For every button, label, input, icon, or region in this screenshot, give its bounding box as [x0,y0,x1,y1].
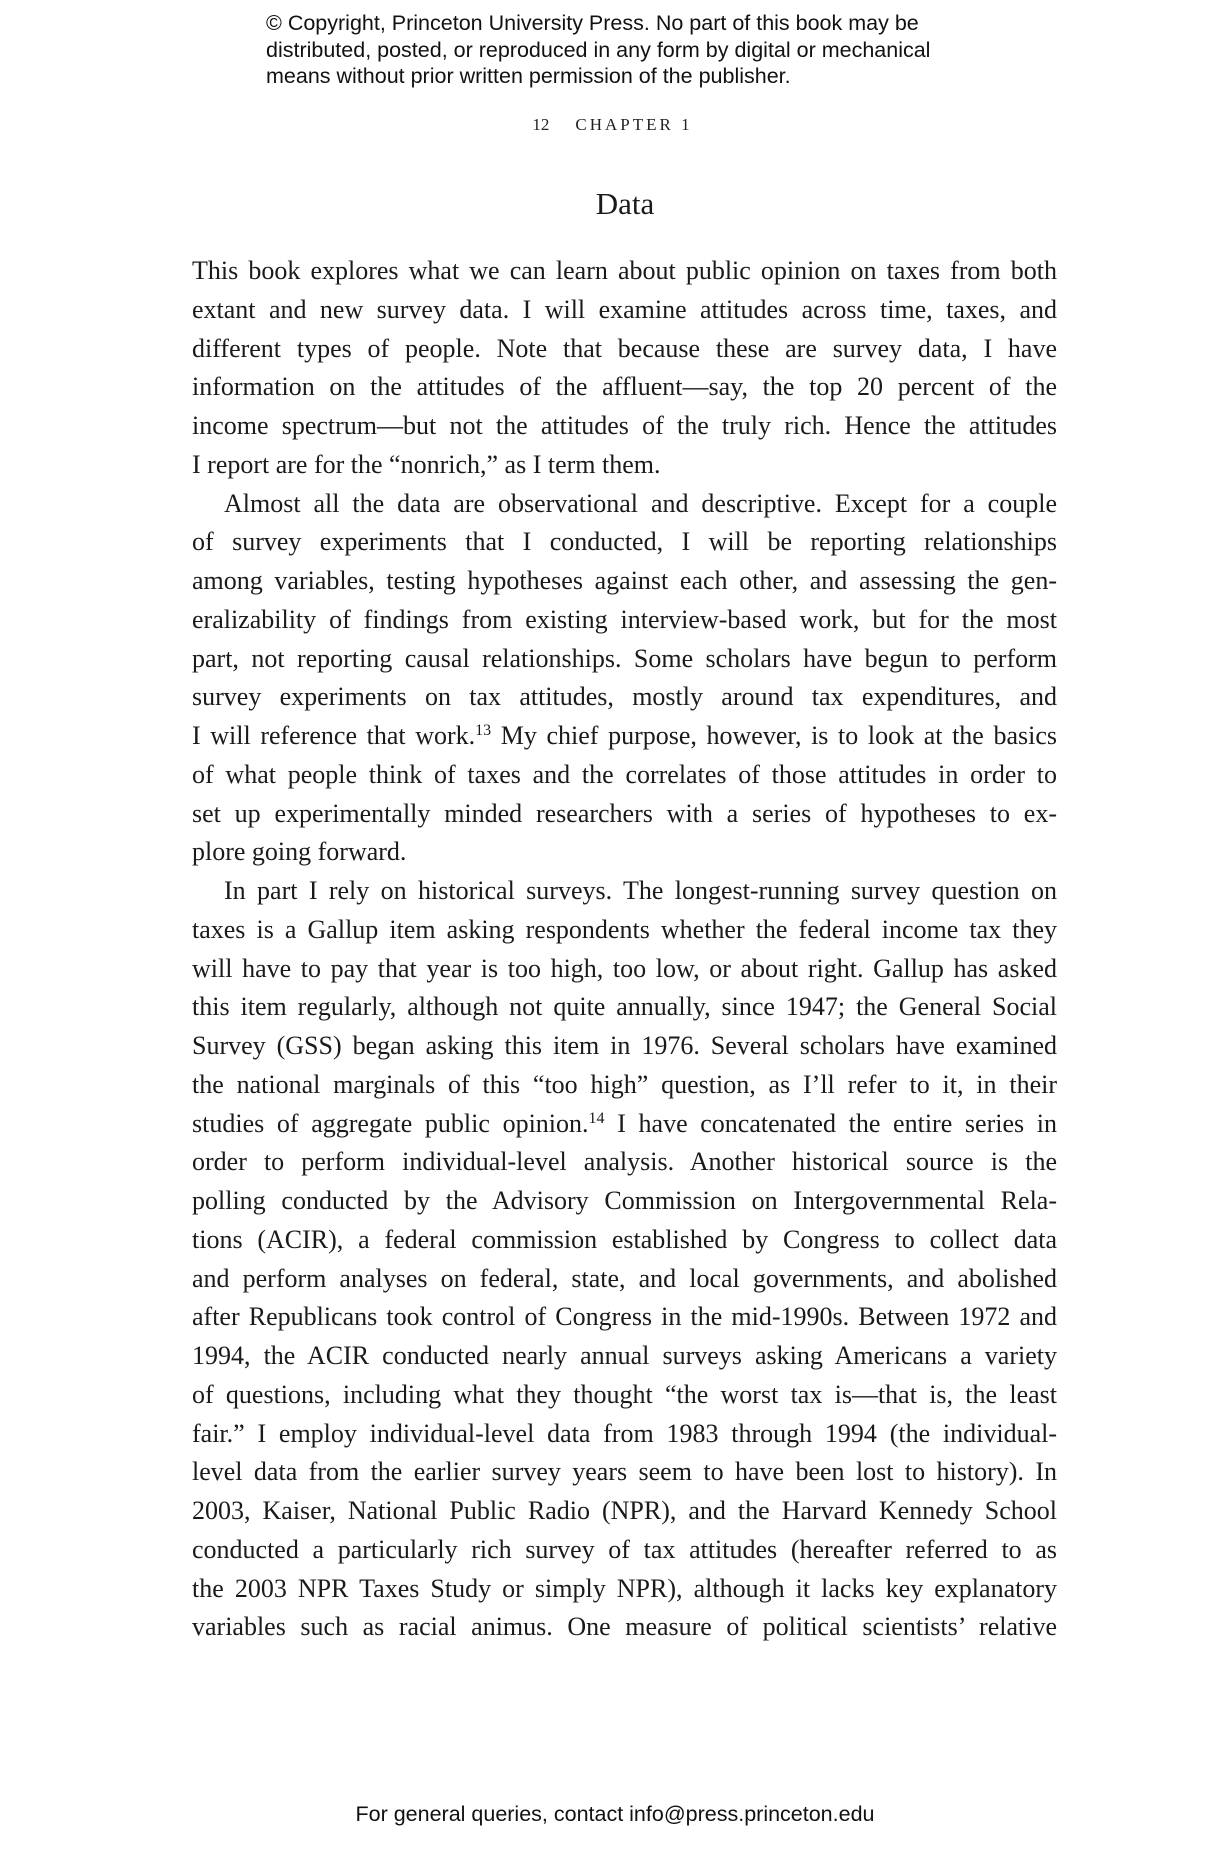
text-line-with-footnote [192,717,1057,756]
text-line: eralizability of findings from existing interview-based work, but for the most [192,604,1057,634]
copyright-line: distributed, posted, or reproduced in any form by digital or mechanical [266,37,931,62]
body-text [192,252,1057,1647]
text-line: the 2003 NPR Taxes Study or simply NPR), although it lacks key explanatory [192,1573,1057,1603]
section-title: Data [595,186,655,221]
text-line: In part I rely on historical surveys. The longest-running survey question on [224,876,1057,905]
text-line: the national marginals of this “too high” question, as I’ll refer to it, in their [192,1069,1057,1099]
footnote-ref-13[interactable]: 13 [475,722,492,739]
text-line: will have to pay that year is too high, too low, or about right. Gallup has asked [192,953,1057,983]
text-line: level data from the earlier survey years seem to have been lost to history). In [192,1457,1057,1487]
text-line: Survey (GSS) began asking this item in 1976. Several scholars have examined [192,1031,1057,1060]
text-line: income spectrum—but not the attitudes of the truly rich. Hence the attitudes [192,411,1057,440]
text-line: 2003, Kaiser, National Public Radio (NPR), and the Harvard Kennedy School [192,1496,1057,1525]
text-segment: My chief purpose, however, is to look at the basics [491,721,1057,750]
text-line: of what people think of taxes and the correlates of those attitudes in order to [192,759,1057,789]
text-line: and perform analyses on federal, state, and local governments, and abolished [192,1263,1057,1293]
text-line: plore going forward. [192,837,407,867]
text-line: set up experimentally minded researchers with a series of hypotheses to ex- [192,798,1057,828]
text-line: Almost all the data are observational and descriptive. Except for a couple [224,488,1057,518]
page-number: 12 [532,115,550,134]
paragraph [192,872,1057,1647]
text-segment: I have concatenated the entire series in [604,1108,1058,1138]
text-line: This book explores what we can learn about public opinion on taxes from both [192,256,1057,285]
text-line: taxes is a Gallup item asking respondents whether the federal income tax they [192,914,1057,944]
text-line: tions (ACIR), a federal commission established by Congress to collect data [192,1224,1057,1254]
text-line: after Republicans took control of Congress in the mid-1990s. Between 1972 and [192,1302,1057,1332]
text-line: polling conducted by the Advisory Commission on Intergovernmental Rela- [192,1186,1057,1215]
text-line: of survey experiments that I conducted, I will be reporting relationships [192,527,1057,557]
text-line: survey experiments on tax attitudes, mostly around tax expenditures, and [192,682,1057,712]
text-line: information on the attitudes of the affluent—say, the top 20 percent of the [192,372,1057,402]
text-segment: studies of aggregate public opinion. [192,1108,589,1138]
copyright-line: © Copyright, Princeton University Press. No part of this book may be [266,11,919,35]
text-segment: I will reference that work. [192,721,476,750]
copyright-notice [266,10,1026,90]
text-line: fair.” I employ individual-level data from 1983 through 1994 (the individual- [192,1418,1057,1448]
text-line: variables such as racial animus. One measure of political scientists’ relative [192,1612,1057,1642]
text-line: 1994, the ACIR conducted nearly annual surveys asking Americans a variety [192,1341,1057,1370]
footnote-ref-14[interactable]: 14 [588,1109,605,1127]
footer-contact: For general queries, contact info@press.princeton.edu [355,1802,875,1826]
text-line: extant and new survey data. I will examine attitudes across time, taxes, and [192,294,1057,324]
text-line: this item regularly, although not quite annually, since 1947; the General Social [192,992,1057,1022]
text-line: I report are for the “nonrich,” as I term them. [192,449,661,479]
text-line: order to perform individual-level analysis. Another historical source is the [192,1147,1057,1177]
paragraph [192,252,1057,485]
paragraph [192,485,1057,873]
text-line: part, not reporting causal relationships. Some scholars have begun to perform [192,643,1057,673]
copyright-line: means without prior written permission of the publisher. [266,64,791,88]
running-head [0,115,1225,135]
text-line: different types of people. Note that because these are survey data, I have [192,333,1057,363]
text-line: of questions, including what they thought “the worst tax is—that is, the least [192,1379,1057,1409]
text-line: conducted a particularly rich survey of tax attitudes (hereafter referred to as [192,1534,1057,1564]
text-line-with-footnote [192,1105,1057,1144]
chapter-label: CHAPTER 1 [575,115,693,134]
text-line: among variables, testing hypotheses against each other, and assessing the gen- [192,566,1057,595]
